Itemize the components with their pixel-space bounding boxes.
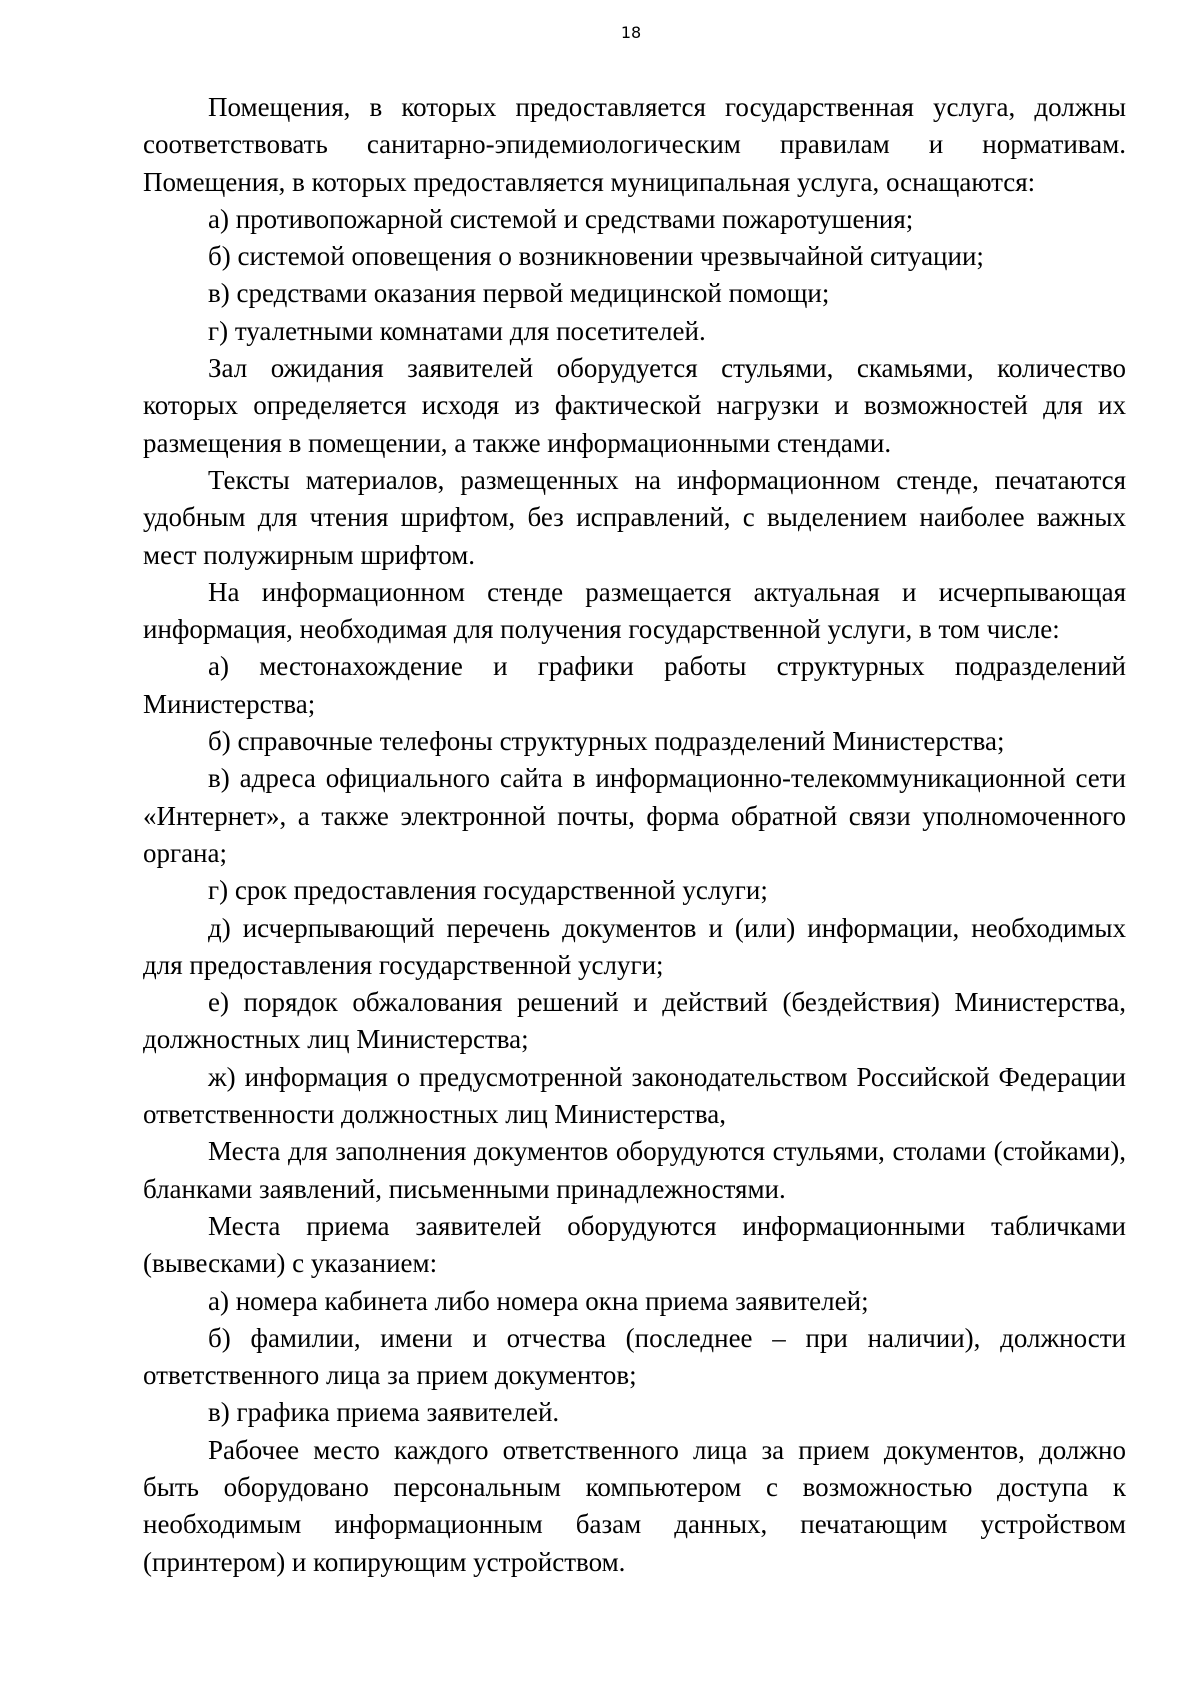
list-item-reference-phones: б) справочные телефоны структурных подразделений Министерства;	[208, 726, 1005, 757]
list-item-emergency-alert: б) системой оповещения о возникновении чрезвычайной ситуации;	[208, 241, 984, 272]
list-item-reception-schedule: в) графика приема заявителей.	[208, 1397, 560, 1428]
list-item-appeal-procedure: е) порядок обжалования решений и действий (бездействия) Министерства, должностных лиц Министерства;	[143, 987, 1126, 1055]
list-item-documents-list: д) исчерпывающий перечень документов и (или) информации, необходимых для предоставления государственной услуги;	[143, 912, 1126, 980]
list-item-responsibility-info: ж) информация о предусмотренной законодательством Российской Федерации ответственности должностных лиц Министерства,	[143, 1061, 1126, 1130]
list-item-locations-schedules: а) местонахождение и графики работы структурных подразделений Министерства;	[143, 651, 1126, 719]
page-number: 18	[620, 23, 642, 42]
list-item-office-number: а) номера кабинета либо номера окна приема заявителей;	[208, 1285, 869, 1316]
paragraph-waiting-hall: Зал ожидания заявителей оборудуется стульями, скамьями, количество которых определяется исходя из фактической нагрузки и возможностей для их размещения в помещении, а также информационными стендами.	[143, 353, 1126, 458]
list-item-restrooms: г) туалетными комнатами для посетителей.	[208, 315, 706, 346]
paragraph-workplace-equipment: Рабочее место каждого ответственного лица за прием документов, должно быть оборудовано персональным компьютером с возможностью доступа к необходимым информационным базам данных, печатающим устройством (принтером) и копирующим устройством.	[143, 1434, 1126, 1577]
document-body	[143, 89, 1126, 1581]
list-item-fire-safety: а) противопожарной системой и средствами пожаротушения;	[208, 203, 914, 234]
list-item-responsible-name: б) фамилии, имени и отчества (последнее – при наличии), должности ответственного лица за прием документов;	[143, 1322, 1126, 1391]
paragraph-premises-requirements: Помещения, в которых предоставляется государственная услуга, должны соответствовать санитарно-эпидемиологическим правилам и нормативам. Помещения, в которых предоставляется муниципальная услуга, оснащаются:	[143, 92, 1126, 197]
list-item-service-term: г) срок предоставления государственной услуги;	[208, 875, 768, 906]
list-item-website-addresses: в) адреса официального сайта в информационно-телекоммуникационной сети «Интернет», а также электронной почты, форма обратной связи уполномоченного органа;	[143, 763, 1126, 868]
paragraph-stand-texts: Тексты материалов, размещенных на информационном стенде, печатаются удобным для чтения шрифтом, без исправлений, с выделением наиболее важных мест полужирным шрифтом.	[143, 464, 1126, 570]
paragraph-stand-information: На информационном стенде размещается актуальная и исчерпывающая информация, необходимая для получения государственной услуги, в том числе:	[143, 576, 1126, 645]
paragraph-filling-places: Места для заполнения документов оборудуются стульями, столами (стойками), бланками заявлений, письменными принадлежностями.	[143, 1136, 1126, 1204]
list-item-first-aid: в) средствами оказания первой медицинской помощи;	[208, 278, 830, 309]
paragraph-reception-places: Места приема заявителей оборудуются информационными табличками (вывесками) с указанием:	[143, 1210, 1126, 1279]
